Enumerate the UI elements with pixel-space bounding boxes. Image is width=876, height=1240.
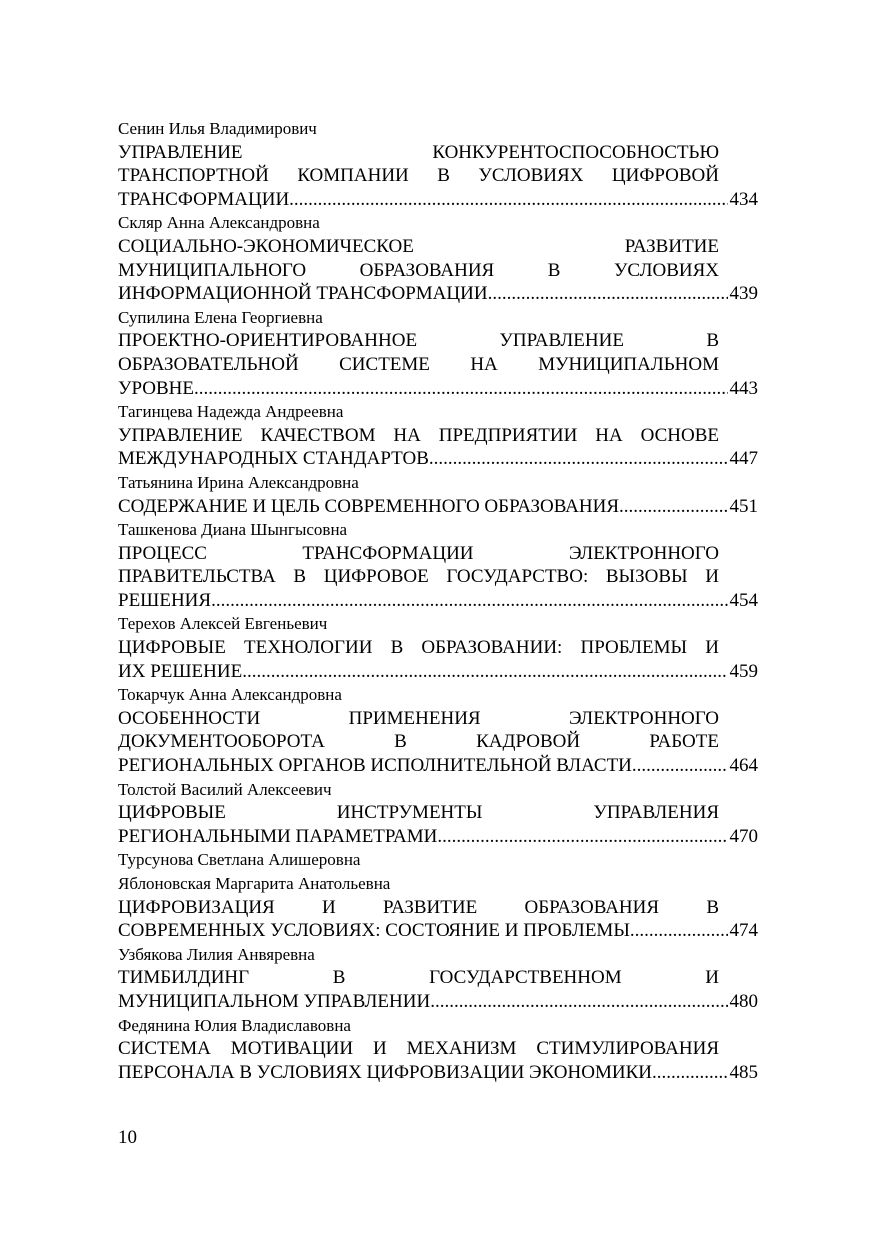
page-number: 474 — [729, 920, 758, 942]
title-line: ОСОБЕННОСТИ ПРИМЕНЕНИЯ ЭЛЕКТРОННОГО — [118, 707, 719, 729]
author-name: Сенин Илья Владимирович — [118, 119, 317, 138]
title-line: ЦИФРОВЫЕ ТЕХНОЛОГИИ В ОБРАЗОВАНИИ: ПРОБЛЕМЫ И — [118, 637, 719, 659]
dot-leader — [194, 377, 728, 401]
title-last-line — [118, 447, 758, 471]
title-last-text: РЕГИОНАЛЬНЫХ ОРГАНОВ ИСПОЛНИТЕЛЬНОЙ ВЛАСТИ — [118, 755, 632, 777]
title-line: ТРАНСПОРТНОЙ КОМПАНИИ В УСЛОВИЯХ ЦИФРОВОЙ — [118, 165, 719, 187]
entry-title — [118, 542, 758, 613]
title-last-text: РЕГИОНАЛЬНЫМИ ПАРАМЕТРАМИ — [118, 825, 438, 847]
title-last-text: ИНФОРМАЦИОННОЙ ТРАНСФОРМАЦИИ — [118, 283, 488, 305]
author-name: Федянина Юлия Владиславовна — [118, 1015, 351, 1035]
toc-entry — [118, 471, 758, 518]
dot-leader — [437, 825, 727, 849]
toc-entry — [118, 117, 758, 211]
title-last-text: ПЕРСОНАЛА В УСЛОВИЯХ ЦИФРОВИЗАЦИИ ЭКОНОМИКИ — [118, 1061, 652, 1083]
title-line: УПРАВЛЕНИЕ КОНКУРЕНТОСПОСОБНОСТЬЮ — [118, 141, 719, 163]
toc-entry — [118, 612, 758, 683]
title-line: ПРОЦЕСС ТРАНСФОРМАЦИИ ЭЛЕКТРОННОГО — [118, 542, 719, 564]
title-last-text: МЕЖДУНАРОДНЫХ СТАНДАРТОВ — [118, 448, 429, 470]
entry-title — [118, 495, 758, 519]
title-last-line — [118, 754, 758, 778]
dot-leader — [652, 1061, 728, 1085]
dot-leader — [430, 990, 727, 1014]
toc-entry — [118, 518, 758, 612]
entry-title — [118, 966, 758, 1013]
toc-entry — [118, 400, 758, 471]
title-last-text: РЕШЕНИЯ — [118, 589, 212, 611]
title-last-text: УРОВНЕ — [118, 377, 194, 399]
title-line: СОЦИАЛЬНО-ЭКОНОМИЧЕСКОЕ РАЗВИТИЕ — [118, 235, 719, 257]
entry-title — [118, 235, 758, 306]
page-number: 459 — [729, 660, 758, 682]
author-name: Яблоновская Маргарита Анатольевна — [118, 874, 391, 893]
title-last-text: МУНИЦИПАЛЬНОМ УПРАВЛЕНИИ — [118, 990, 431, 1012]
title-last-line — [118, 377, 758, 401]
author-name: Терехов Алексей Евгеньевич — [118, 614, 328, 634]
title-last-line — [118, 990, 758, 1014]
page-folio-number: 10 — [118, 1127, 137, 1148]
author-name: Толстой Василий Алексеевич — [118, 779, 332, 799]
title-last-line — [118, 660, 758, 684]
toc-entry — [118, 778, 758, 849]
toc-entry — [118, 1014, 758, 1085]
title-line: УПРАВЛЕНИЕ КАЧЕСТВОМ НА ПРЕДПРИЯТИИ НА ОСНОВЕ — [118, 424, 719, 446]
toc-entry — [118, 683, 758, 777]
title-last-line — [118, 1061, 758, 1085]
toc-entry — [118, 848, 758, 942]
toc-entry — [118, 211, 758, 305]
dot-leader — [289, 188, 727, 212]
title-line: ПРОЕКТНО-ОРИЕНТИРОВАННОЕ УПРАВЛЕНИЕ В — [118, 330, 719, 352]
page-number: 480 — [729, 990, 758, 1012]
author-name: Скляр Анна Александровна — [118, 213, 320, 233]
title-last-text: ТРАНСФОРМАЦИИ — [118, 188, 290, 210]
dot-leader — [630, 919, 728, 943]
title-last-text: СОВРЕМЕННЫХ УСЛОВИЯХ: СОСТОЯНИЕ И ПРОБЛЕМЫ — [118, 920, 630, 942]
author-name: Супилина Елена Георгиевна — [118, 307, 323, 327]
table-of-contents — [118, 117, 758, 1084]
dot-leader — [211, 589, 727, 613]
dot-leader — [429, 447, 728, 471]
title-last-line — [118, 825, 758, 849]
title-last-line — [118, 188, 758, 212]
dot-leader — [488, 282, 728, 306]
dot-leader — [242, 660, 727, 684]
page-number: 443 — [729, 377, 758, 399]
page-number: 434 — [729, 188, 758, 210]
title-last-text: СОДЕРЖАНИЕ И ЦЕЛЬ СОВРЕМЕННОГО ОБРАЗОВАНИЯ — [118, 495, 620, 517]
page-number: 439 — [729, 283, 758, 305]
title-last-line — [118, 282, 758, 306]
title-line: СИСТЕМА МОТИВАЦИИ И МЕХАНИЗМ СТИМУЛИРОВАНИЯ — [118, 1038, 719, 1060]
author-name: Токарчук Анна Александровна — [118, 685, 342, 705]
title-line: МУНИЦИПАЛЬНОГО ОБРАЗОВАНИЯ В УСЛОВИЯХ — [118, 259, 719, 281]
title-line: ЦИФРОВЫЕ ИНСТРУМЕНТЫ УПРАВЛЕНИЯ — [118, 802, 719, 824]
entry-title — [118, 1037, 758, 1084]
author-name: Ташкенова Диана Шынгысовна — [118, 520, 348, 540]
author-name: Узбякова Лилия Анвяревна — [118, 944, 315, 964]
entry-title — [118, 141, 758, 212]
toc-entry — [118, 943, 758, 1014]
entry-title — [118, 801, 758, 848]
dot-leader — [619, 495, 727, 519]
entry-title — [118, 329, 758, 400]
title-line: ПРАВИТЕЛЬСТВА В ЦИФРОВОЕ ГОСУДАРСТВО: ВЫЗОВЫ И — [118, 566, 719, 588]
page-number: 470 — [729, 825, 758, 847]
title-last-text: ИХ РЕШЕНИЕ — [118, 660, 243, 682]
page-number: 485 — [729, 1061, 758, 1083]
page-number: 447 — [729, 448, 758, 470]
entry-title — [118, 424, 758, 471]
dot-leader — [632, 754, 728, 778]
title-last-line — [118, 919, 758, 943]
title-line: ОБРАЗОВАТЕЛЬНОЙ СИСТЕМЕ НА МУНИЦИПАЛЬНОМ — [118, 353, 719, 375]
title-line: ЦИФРОВИЗАЦИЯ И РАЗВИТИЕ ОБРАЗОВАНИЯ В — [118, 896, 719, 918]
entry-title — [118, 896, 758, 943]
author-name: Татьянина Ирина Александровна — [118, 472, 359, 492]
title-last-line — [118, 589, 758, 613]
title-line: ДОКУМЕНТООБОРОТА В КАДРОВОЙ РАБОТЕ — [118, 731, 719, 753]
page-number: 464 — [729, 755, 758, 777]
title-line: ТИМБИЛДИНГ В ГОСУДАРСТВЕННОМ И — [118, 967, 719, 989]
page-number: 454 — [729, 589, 758, 611]
page-number: 451 — [729, 495, 758, 517]
author-name: Турсунова Светлана Алишеровна — [118, 850, 361, 870]
title-last-line — [118, 495, 758, 519]
entry-title — [118, 707, 758, 778]
entry-title — [118, 636, 758, 683]
author-name: Тагинцева Надежда Андреевна — [118, 402, 344, 422]
toc-entry — [118, 306, 758, 400]
